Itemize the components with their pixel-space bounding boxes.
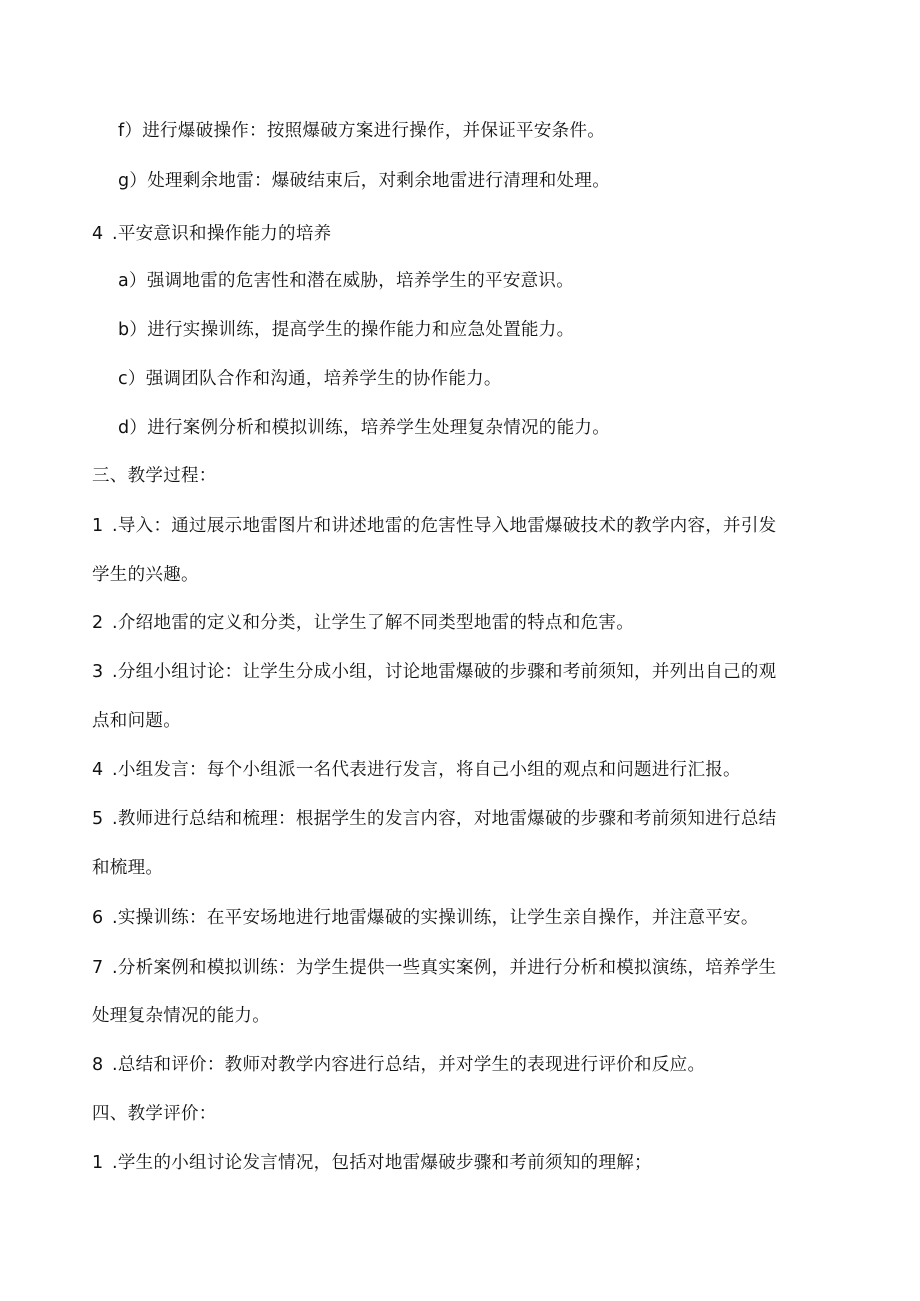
text-line: 6 .实操训练：在平安场地进行地雷爆破的实操训练，让学生亲自操作，并注意平安。	[92, 908, 759, 928]
text-line: 3 .分组小组讨论：让学生分成小组，讨论地雷爆破的步骤和考前须知，并列出自己的观	[92, 662, 777, 682]
section-heading: 四、教学评价：	[92, 1104, 217, 1124]
text-line: f）进行爆破操作：按照爆破方案进行操作，并保证平安条件。	[118, 121, 606, 141]
text-line: 1 .导入：通过展示地雷图片和讲述地雷的危害性导入地雷爆破技术的教学内容，并引发	[92, 516, 777, 536]
text-line: g）处理剩余地雷：爆破结束后，对剩余地雷进行清理和处理。	[118, 171, 611, 191]
section-heading: 三、教学过程：	[92, 466, 217, 486]
text-line: 8 .总结和评价：教师对教学内容进行总结，并对学生的表现进行评价和反应。	[92, 1055, 706, 1075]
text-line: 处理复杂情况的能力。	[92, 1006, 270, 1026]
text-line: 点和问题。	[92, 711, 181, 731]
section-heading: 4 .平安意识和操作能力的培养	[92, 224, 332, 244]
text-line: a）强调地雷的危害性和潜在威胁，培养学生的平安意识。	[118, 271, 575, 291]
text-line: 5 .教师进行总结和梳理：根据学生的发言内容，对地雷爆破的步骤和考前须知进行总结	[92, 809, 777, 829]
text-line: 4 .小组发言：每个小组派一名代表进行发言，将自己小组的观点和问题进行汇报。	[92, 760, 741, 780]
text-line: 学生的兴趣。	[92, 565, 199, 585]
text-line: 和梳理。	[92, 858, 164, 878]
text-line: d）进行案例分析和模拟训练，培养学生处理复杂情况的能力。	[118, 418, 611, 438]
text-line: c）强调团队合作和沟通，培养学生的协作能力。	[118, 369, 502, 389]
text-line: 2 .介绍地雷的定义和分类，让学生了解不同类型地雷的特点和危害。	[92, 613, 635, 633]
text-line: b）进行实操训练，提高学生的操作能力和应急处置能力。	[118, 320, 575, 340]
text-line: 1 .学生的小组讨论发言情况，包括对地雷爆破步骤和考前须知的理解；	[92, 1153, 652, 1173]
text-line: 7 .分析案例和模拟训练：为学生提供一些真实案例，并进行分析和模拟演练，培养学生	[92, 958, 777, 978]
